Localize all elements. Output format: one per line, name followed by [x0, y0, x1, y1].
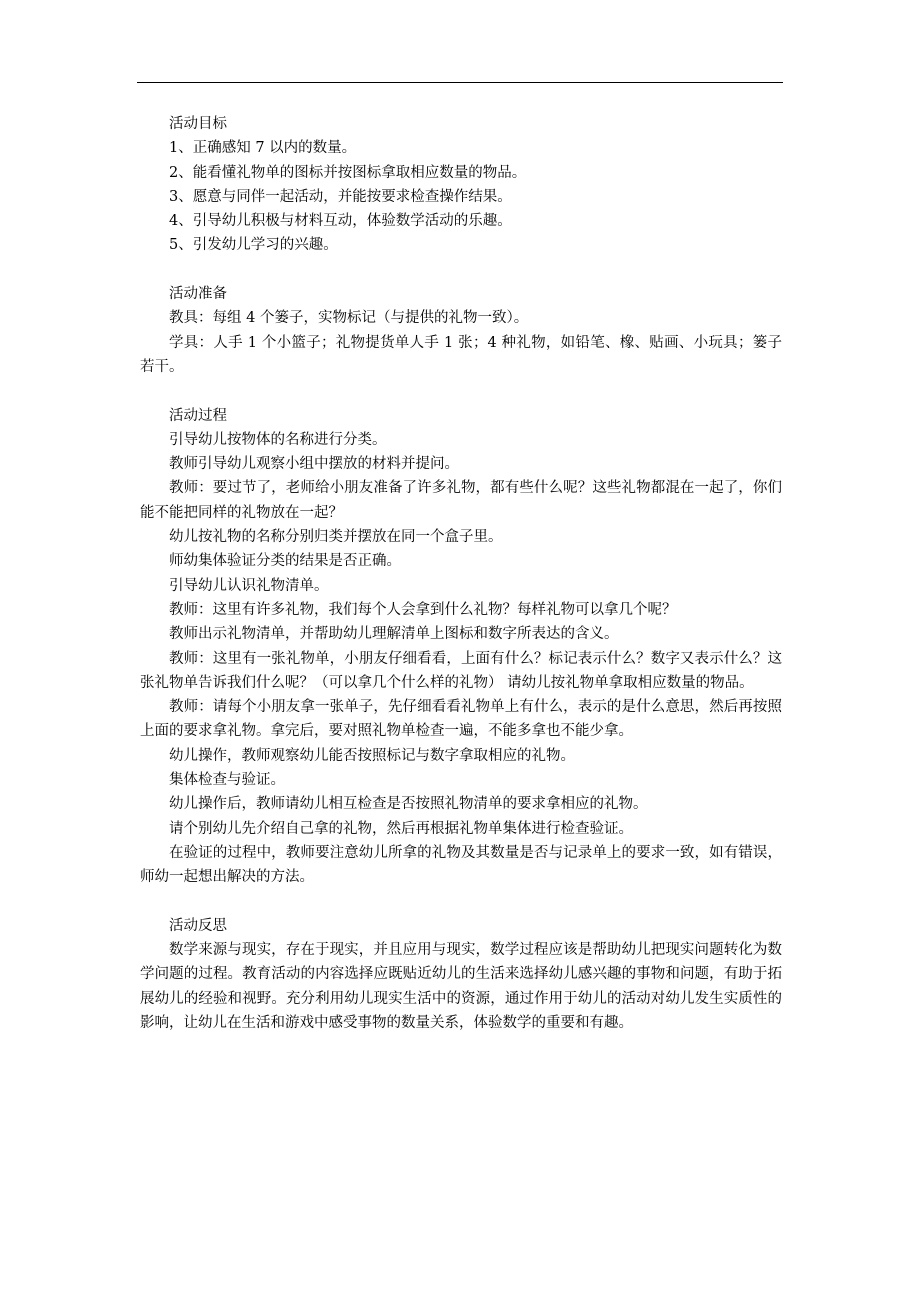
section-heading: 活动准备 — [169, 286, 227, 303]
section-reflection — [140, 914, 782, 1035]
document-body — [140, 112, 782, 1060]
paragraph: 请个别幼儿先介绍自己拿的礼物，然后再根据礼物单集体进行检查验证。 — [169, 820, 633, 837]
section-goals — [140, 112, 782, 258]
section-heading: 活动过程 — [169, 407, 227, 424]
paragraph: 教师：这里有一张礼物单，小朋友仔细看看，上面有什么？标记表示什么？数字又表示什么？这张礼物单告诉我们什么呢？（可以拿几个什么样的礼物） 请幼儿按礼物单拿取相应数量的物品。 — [140, 650, 782, 691]
paragraph: 引导幼儿认识礼物清单。 — [169, 577, 329, 594]
paragraph: 幼儿按礼物的名称分别归类并摆放在同一个盒子里。 — [169, 529, 503, 546]
section-preparation — [140, 282, 782, 379]
paragraph: 幼儿操作后，教师请幼儿相互检查是否按照礼物清单的要求拿相应的礼物。 — [169, 796, 648, 813]
paragraph: 教师：请每个小朋友拿一张单子，先仔细看看礼物单上有什么，表示的是什么意思，然后再按照上面的要求拿礼物。拿完后，要对照礼物单检查一遍，不能多拿也不能少拿。 — [140, 699, 782, 740]
paragraph: 在验证的过程中，教师要注意幼儿所拿的礼物及其数量是否与记录单上的要求一致，如有错误，师幼一起想出解决的方法。 — [140, 844, 782, 886]
header-rule — [137, 82, 783, 83]
section-process — [140, 404, 782, 890]
paragraph: 幼儿操作，教师观察幼儿能否按照标记与数字拿取相应的礼物。 — [169, 747, 575, 764]
goal-item: 5、引发幼儿学习的兴趣。 — [169, 237, 338, 254]
paragraph: 引导幼儿按物体的名称进行分类。 — [169, 431, 387, 448]
paragraph: 教师出示礼物清单，并帮助幼儿理解清单上图标和数字所表达的含义。 — [169, 626, 619, 643]
paragraph: 集体检查与验证。 — [169, 772, 285, 789]
paragraph: 教师：要过节了，老师给小朋友准备了许多礼物，都有些什么呢？这些礼物都混在一起了，你们能不能把同样的礼物放在一起？ — [140, 480, 782, 521]
paragraph: 教具：每组 4 个篓子，实物标记（与提供的礼物一致）。 — [169, 310, 529, 327]
paragraph: 学具：人手 1 个小篮子；礼物提货单人手 1 张；4 种礼物，如铅笔、橡、贴画、小玩具；篓子若干。 — [140, 334, 782, 375]
paragraph: 师幼集体验证分类的结果是否正确。 — [169, 553, 401, 570]
goal-item: 4、引导幼儿积极与材料互动，体验数学活动的乐趣。 — [169, 213, 512, 230]
goal-item: 2、能看懂礼物单的图标并按图标拿取相应数量的物品。 — [169, 164, 527, 181]
paragraph: 数学来源与现实，存在于现实，并且应用与现实，数学过程应该是帮助幼儿把现实问题转化为数学问题的过程。教育活动的内容选择应既贴近幼儿的生活来选择幼儿感兴趣的事物和问题，有助于拓展幼儿的经验和视野。充分利用幼儿现实生活中的资源，通过作用于幼儿的活动对幼儿发生实质性的影响，让幼儿在生活和游戏中感受事物的数量关系，体验数学的重要和有趣。 — [140, 942, 782, 1031]
section-heading: 活动反思 — [169, 917, 227, 934]
section-heading: 活动目标 — [169, 116, 227, 132]
goal-item: 3、愿意与同伴一起活动，并能按要求检查操作结果。 — [169, 188, 512, 205]
goal-item: 1、正确感知 7 以内的数量。 — [169, 140, 357, 157]
paragraph: 教师引导幼儿观察小组中摆放的材料并提问。 — [169, 456, 459, 473]
paragraph: 教师：这里有许多礼物，我们每个人会拿到什么礼物？每样礼物可以拿几个呢？ — [169, 601, 677, 618]
